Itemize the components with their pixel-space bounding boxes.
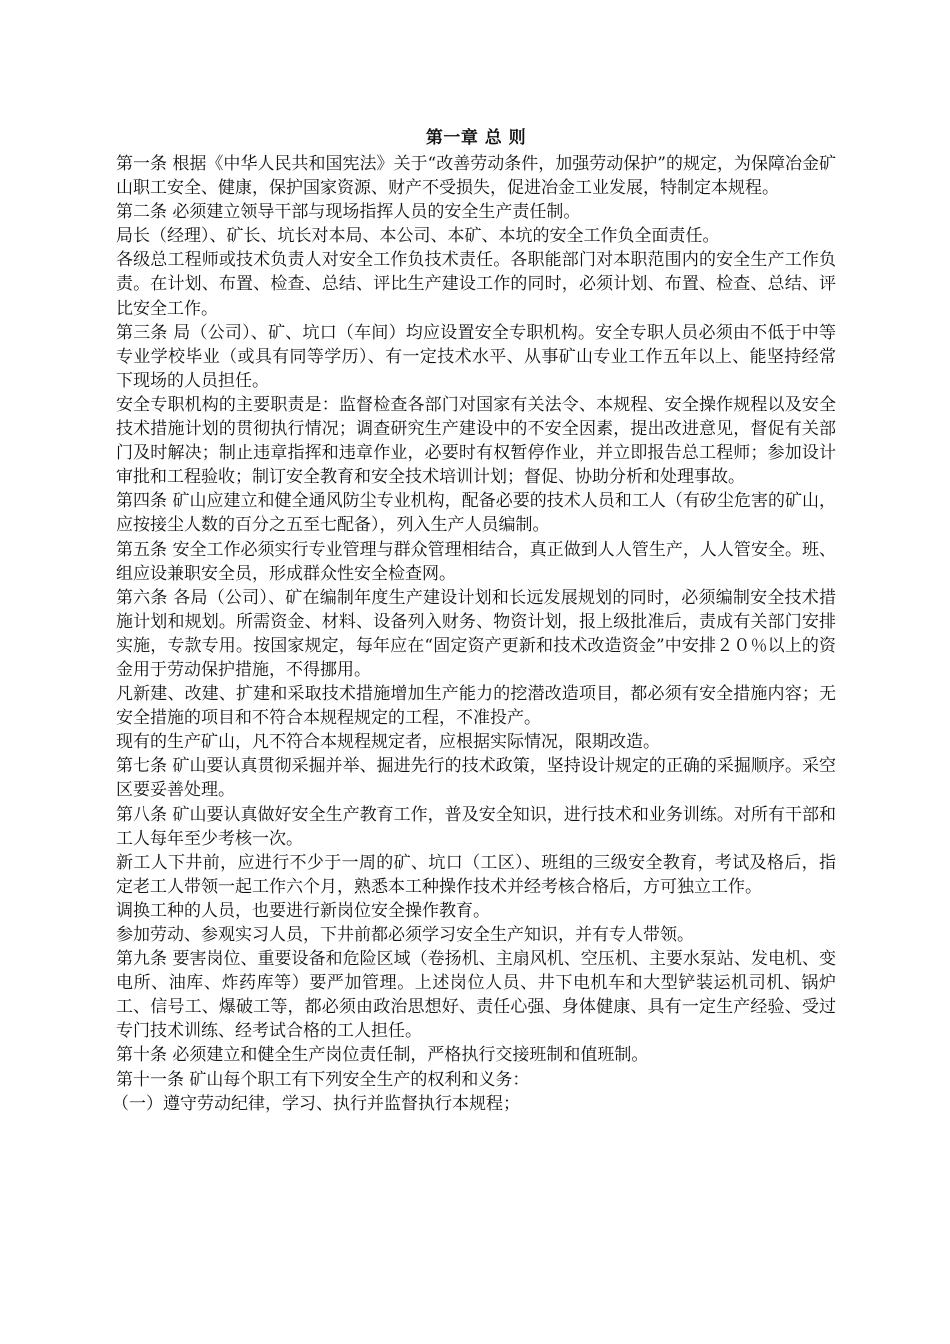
paragraph: 凡新建、改建、扩建和采取技术措施增加生产能力的挖潜改造项目，都必须有安全措施内容；无安全措施的项目和不符合本规程规定的工程，不准投产。 [116,684,836,729]
paragraph: 安全专职机构的主要职责是：监督检查各部门对国家有关法令、本规程、安全操作规程以及安全技术措施计划的贯彻执行情况；调查研究生产建设中的不安全因素，提出改进意见，督促有关部门及时解决；制止违章指挥和违章作业，必要时有权暂停作业，并立即报告总工程师；参加设计审批和工程验收；制订安全教育和安全技术培训计划；督促、协助分析和处理事故。 [116,394,836,488]
article-8: 第八条 矿山要认真做好安全生产教育工作，普及安全知识，进行技术和业务训练。对所有干部和工人每年至少考核一次。 [116,804,836,849]
document-body [112,124,836,1116]
article-7: 第七条 矿山要认真贯彻采掘并举、掘进先行的技术政策，坚持设计规定的正确的采掘顺序。采空区要妥善处理。 [116,756,836,801]
list-item: （一）遵守劳动纪律，学习、执行并监督执行本规程； [112,1093,520,1114]
article-4: 第四条 矿山应建立和健全通风防尘专业机构，配备必要的技术人员和工人（有矽尘危害的矿山，应按接尘人数的百分之五至七配备），列入生产人员编制。 [116,491,836,536]
article-2: 第二条 必须建立领导干部与现场指挥人员的安全生产责任制。 [116,202,581,223]
article-6: 第六条 各局（公司）、矿在编制年度生产建设计划和长远发展规划的同时，必须编制安全技术措施计划和规划。所需资金、材料、设备列入财务、物资计划，报上级批准后，责成有关部门安排实施，专款专用。按国家规定，每年应在“固定资产更新和技术改造资金”中安排２０％以上的资金用于劳动保护措施，不得挪用。 [116,587,836,680]
paragraph: 新工人下井前，应进行不少于一周的矿、坑口（工区）、班组的三级安全教育，考试及格后，指定老工人带领一起工作六个月，熟悉本工种操作技术并经考核合格后，方可独立工作。 [116,852,836,897]
article-1: 第一条 根据《中华人民共和国宪法》关于“改善劳动条件，加强劳动保护”的规定，为保障冶金矿山职工安全、健康，保护国家资源、财产不受损失，促进冶金工业发展，特制定本规程。 [116,154,836,199]
article-11: 第十一条 矿山每个职工有下列安全生产的权利和义务： [116,1069,530,1090]
article-5: 第五条 安全工作必须实行专业管理与群众管理相结合，真正做到人人管生产，人人管安全。班、组应设兼职安全员，形成群众性安全检查网。 [116,539,836,584]
paragraph: 参加劳动、参观实习人员，下井前都必须学习安全生产知识，并有专人带领。 [116,925,694,945]
article-10: 第十条 必须建立和健全生产岗位责任制，严格执行交接班制和值班制。 [116,1045,649,1066]
paragraph: 现有的生产矿山，凡不符合本规程规定者，应根据实际情况，限期改造。 [116,732,660,753]
paragraph: 调换工种的人员，也要进行新岗位安全操作教育。 [116,900,490,921]
article-3: 第三条 局（公司）、矿、坑口（车间）均应设置安全专职机构。安全专职人员必须由不低于中等专业学校毕业（或具有同等学历）、有一定技术水平、从事矿山专业工作五年以上、能坚持经常下现场的人员担任。 [116,322,836,391]
paragraph: 各级总工程师或技术负责人对安全工作负技术责任。各职能部门对本职范围内的安全生产工作负责。在计划、布置、检查、总结、评比生产建设工作的同时，必须计划、布置、检查、总结、评比安全工作。 [116,250,836,319]
chapter-title: 第一章 总 则 [425,128,527,148]
paragraph: 局长（经理）、矿长、坑长对本局、本公司、本矿、本坑的安全工作负全面责任。 [116,226,720,247]
article-9: 第九条 要害岗位、重要设备和危险区域（卷扬机、主扇风机、空压机、主要水泵站、发电机、变电所、油库、炸药库等）要严加管理。上述岗位人员、井下电机车和大型铲装运机司机、锅炉工、信号工、爆破工等，都必须由政治思想好、责任心强、身体健康、具有一定生产经验、受过专门技术训练、经考试合格的工人担任。 [116,949,836,1042]
